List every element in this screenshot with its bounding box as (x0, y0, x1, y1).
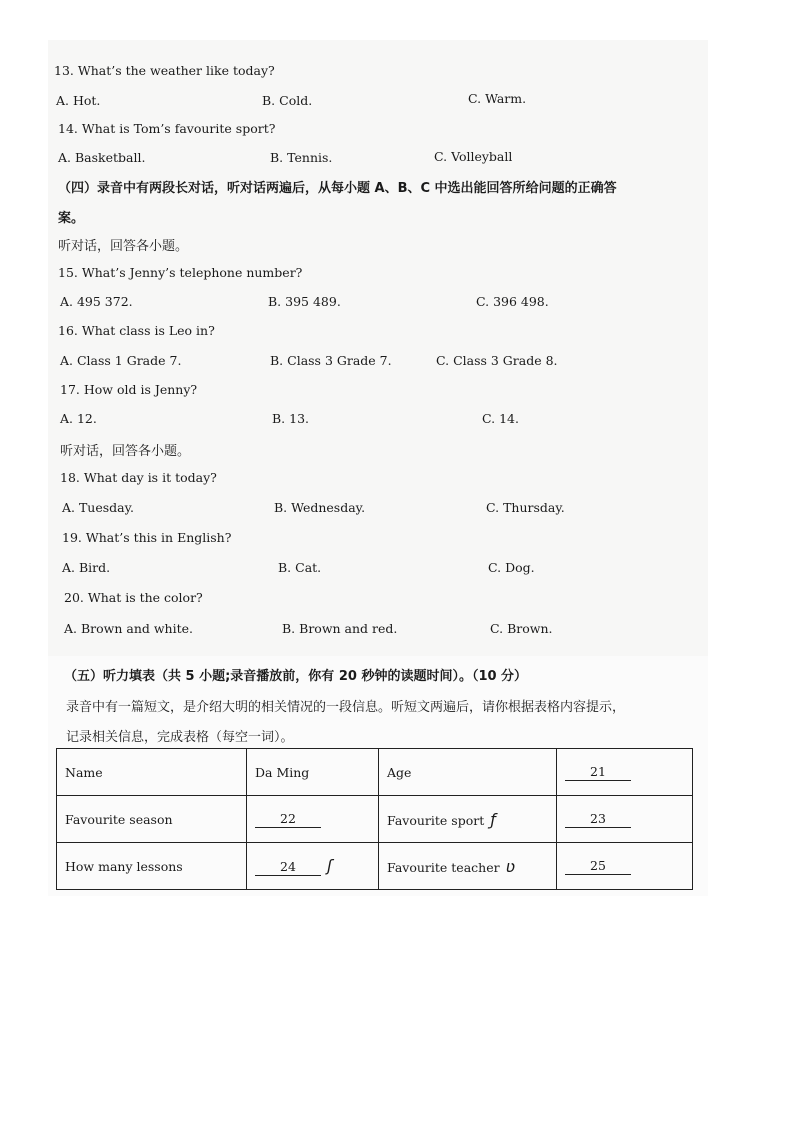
section-5-instruction-cont: 记录相关信息，完成表格（每空一词）。 (66, 730, 294, 745)
question-16: 16. What class is Leo in? (58, 323, 215, 338)
answer-blank-22[interactable]: 22 (255, 811, 321, 828)
q17-option-b: B. 13. (272, 411, 310, 426)
q13-option-b: B. Cold. (262, 93, 313, 108)
question-15: 15. What’s Jenny’s telephone number? (58, 265, 303, 280)
table-blank-cell (557, 843, 693, 890)
table-label-cell (379, 796, 557, 843)
q20-option-a: A. Brown and white. (64, 621, 194, 636)
table-blank-cell (557, 796, 693, 843)
q15-option-a: A. 495 372. (60, 294, 133, 309)
table-label: Name (57, 749, 247, 796)
q20-option-b: B. Brown and red. (282, 621, 398, 636)
q18-option-c: C. Thursday. (486, 500, 565, 515)
table-label-cell (379, 843, 557, 890)
handwritten-mark: ʃ (327, 856, 333, 875)
table-label: Favourite season (57, 796, 247, 843)
table-blank-cell (247, 843, 379, 890)
info-table (56, 748, 693, 890)
section-4-subheading-2: 听对话，回答各小题。 (60, 444, 191, 459)
section-4-subheading-1: 听对话，回答各小题。 (58, 239, 189, 254)
q15-option-b: B. 395 489. (268, 294, 341, 309)
table-label: How many lessons (57, 843, 247, 890)
q14-option-a: A. Basketball. (58, 150, 146, 165)
table-value: Da Ming (247, 749, 379, 796)
table-row (57, 796, 693, 843)
question-20: 20. What is the color? (64, 590, 203, 605)
q20-option-c: C. Brown. (490, 621, 553, 636)
section-5-heading: （五）听力填表（共 5 小题;录音播放前，你有 20 秒钟的读题时间）。（10 分） (64, 669, 528, 684)
table-blank-cell (247, 796, 379, 843)
table-row (57, 749, 693, 796)
table-label: Favourite teacher (387, 859, 500, 875)
q13-option-a: A. Hot. (56, 93, 101, 108)
question-19: 19. What’s this in English? (62, 530, 232, 545)
q13-option-c: C. Warm. (468, 91, 527, 106)
section-4-heading: （四）录音中有两段长对话，听对话两遍后，从每小题 A、B、C 中选出能回答所给问题的正确答 (58, 181, 617, 196)
section-5-instruction: 录音中有一篇短文，是介绍大明的相关情况的一段信息。听短文两遍后，请你根据表格内容提示， (66, 700, 626, 715)
answer-blank-21[interactable]: 21 (565, 764, 631, 781)
table-row (57, 843, 693, 890)
q19-option-b: B. Cat. (278, 560, 322, 575)
table-label: Favourite sport (387, 812, 485, 828)
question-13: 13. What’s the weather like today? (54, 63, 275, 78)
question-17: 17. How old is Jenny? (60, 382, 198, 397)
answer-blank-25[interactable]: 25 (565, 858, 631, 875)
table-blank-cell (557, 749, 693, 796)
q14-option-c: C. Volleyball (434, 149, 513, 164)
q16-option-c: C. Class 3 Grade 8. (436, 353, 558, 368)
q18-option-a: A. Tuesday. (62, 500, 135, 515)
handwritten-mark: ƒ (490, 809, 496, 829)
q17-option-a: A. 12. (60, 411, 97, 426)
question-18: 18. What day is it today? (60, 470, 217, 485)
q18-option-b: B. Wednesday. (274, 500, 366, 515)
answer-blank-23[interactable]: 23 (565, 811, 631, 828)
question-14: 14. What is Tom’s favourite sport? (58, 121, 276, 136)
answer-blank-24[interactable]: 24 (255, 859, 321, 876)
q15-option-c: C. 396 498. (476, 294, 549, 309)
q16-option-a: A. Class 1 Grade 7. (60, 353, 182, 368)
table-label: Age (379, 749, 557, 796)
q19-option-c: C. Dog. (488, 560, 535, 575)
q14-option-b: B. Tennis. (270, 150, 333, 165)
q17-option-c: C. 14. (482, 411, 519, 426)
section-4-heading-cont: 案。 (58, 211, 85, 226)
handwritten-mark: ʋ (505, 856, 516, 876)
q19-option-a: A. Bird. (62, 560, 111, 575)
q16-option-b: B. Class 3 Grade 7. (270, 353, 392, 368)
